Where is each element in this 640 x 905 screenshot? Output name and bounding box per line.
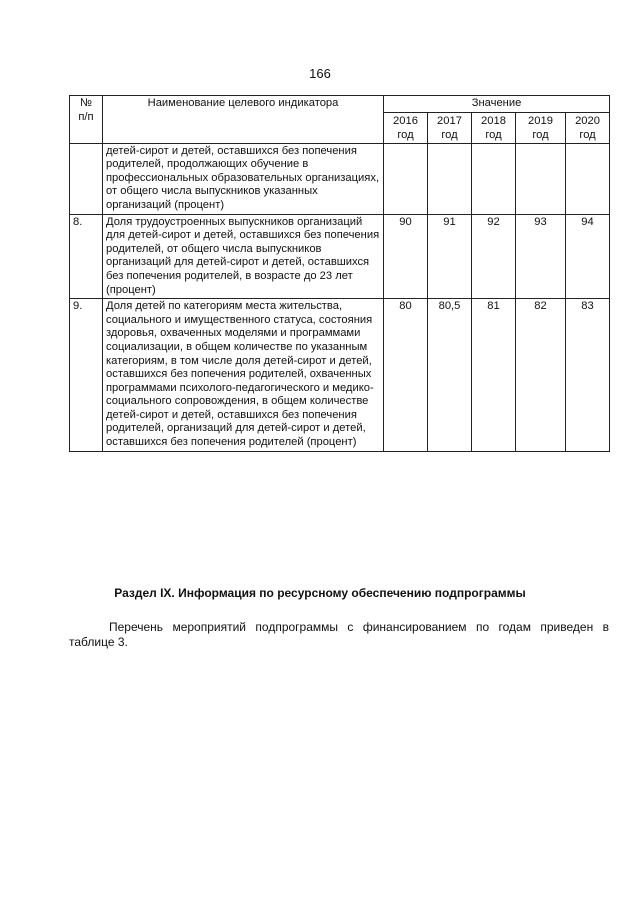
indicator-value: 92 [472, 214, 516, 299]
indicator-value: 93 [516, 214, 566, 299]
indicator-value: 81 [472, 299, 516, 452]
column-header-year: 2017 год [428, 112, 472, 143]
row-number: 8. [70, 214, 103, 299]
column-header-year: 2020 год [566, 112, 610, 143]
indicator-value [384, 143, 428, 214]
body-paragraph: Перечень мероприятий подпрограммы с финансированием по годам приведен в таблице 3. [69, 620, 609, 649]
section-heading: Раздел IX. Информация по ресурсному обеспечению подпрограммы [114, 586, 526, 600]
indicator-value [566, 143, 610, 214]
indicator-value: 80 [384, 299, 428, 452]
column-header-year: 2018 год [472, 112, 516, 143]
indicator-name: детей-сирот и детей, оставшихся без попечения родителей, продолжающих обучение в профессиональных образовательных организациях, от общего числа выпускников указанных организаций (процент) [103, 143, 384, 214]
indicator-name: Доля трудоустроенных выпускников организаций для детей-сирот и детей, оставшихся без попечения родителей, от общего числа выпускников организаций для детей-сирот и детей, оставшихся без попечения родителей, в возрасте до 23 лет (процент) [103, 214, 384, 299]
table-row [70, 214, 610, 299]
table-row [70, 299, 610, 452]
indicator-value: 80,5 [428, 299, 472, 452]
column-header-indicator-name: Наименование целевого индикатора [103, 96, 384, 144]
indicator-value: 94 [566, 214, 610, 299]
column-header-year: 2019 год [516, 112, 566, 143]
indicator-value: 83 [566, 299, 610, 452]
column-header-number: № п/п [70, 96, 103, 144]
indicator-value [428, 143, 472, 214]
page-number: 166 [309, 66, 331, 81]
row-number [70, 143, 103, 214]
row-number: 9. [70, 299, 103, 452]
indicator-value: 91 [428, 214, 472, 299]
indicator-value [516, 143, 566, 214]
indicator-name: Доля детей по категориям места жительства, социального и имущественного статуса, состояния здоровья, охваченных моделями и программами социализации, в общем количестве по указанным категориям, в том числе доля детей-сирот и детей, оставшихся без попечения родителей, охваченных программами психолого-педагогического и медико-социального сопровождения, в общем количестве детей-сирот и детей, оставшихся без попечения родителей, организаций для детей-сирот и детей, оставшихся без попечения родителей (процент) [103, 299, 384, 452]
indicator-value: 82 [516, 299, 566, 452]
indicators-table [69, 95, 610, 452]
table-row [70, 143, 610, 214]
column-header-year: 2016 год [384, 112, 428, 143]
indicator-value: 90 [384, 214, 428, 299]
indicator-value [472, 143, 516, 214]
column-header-value: Значение [384, 96, 610, 113]
